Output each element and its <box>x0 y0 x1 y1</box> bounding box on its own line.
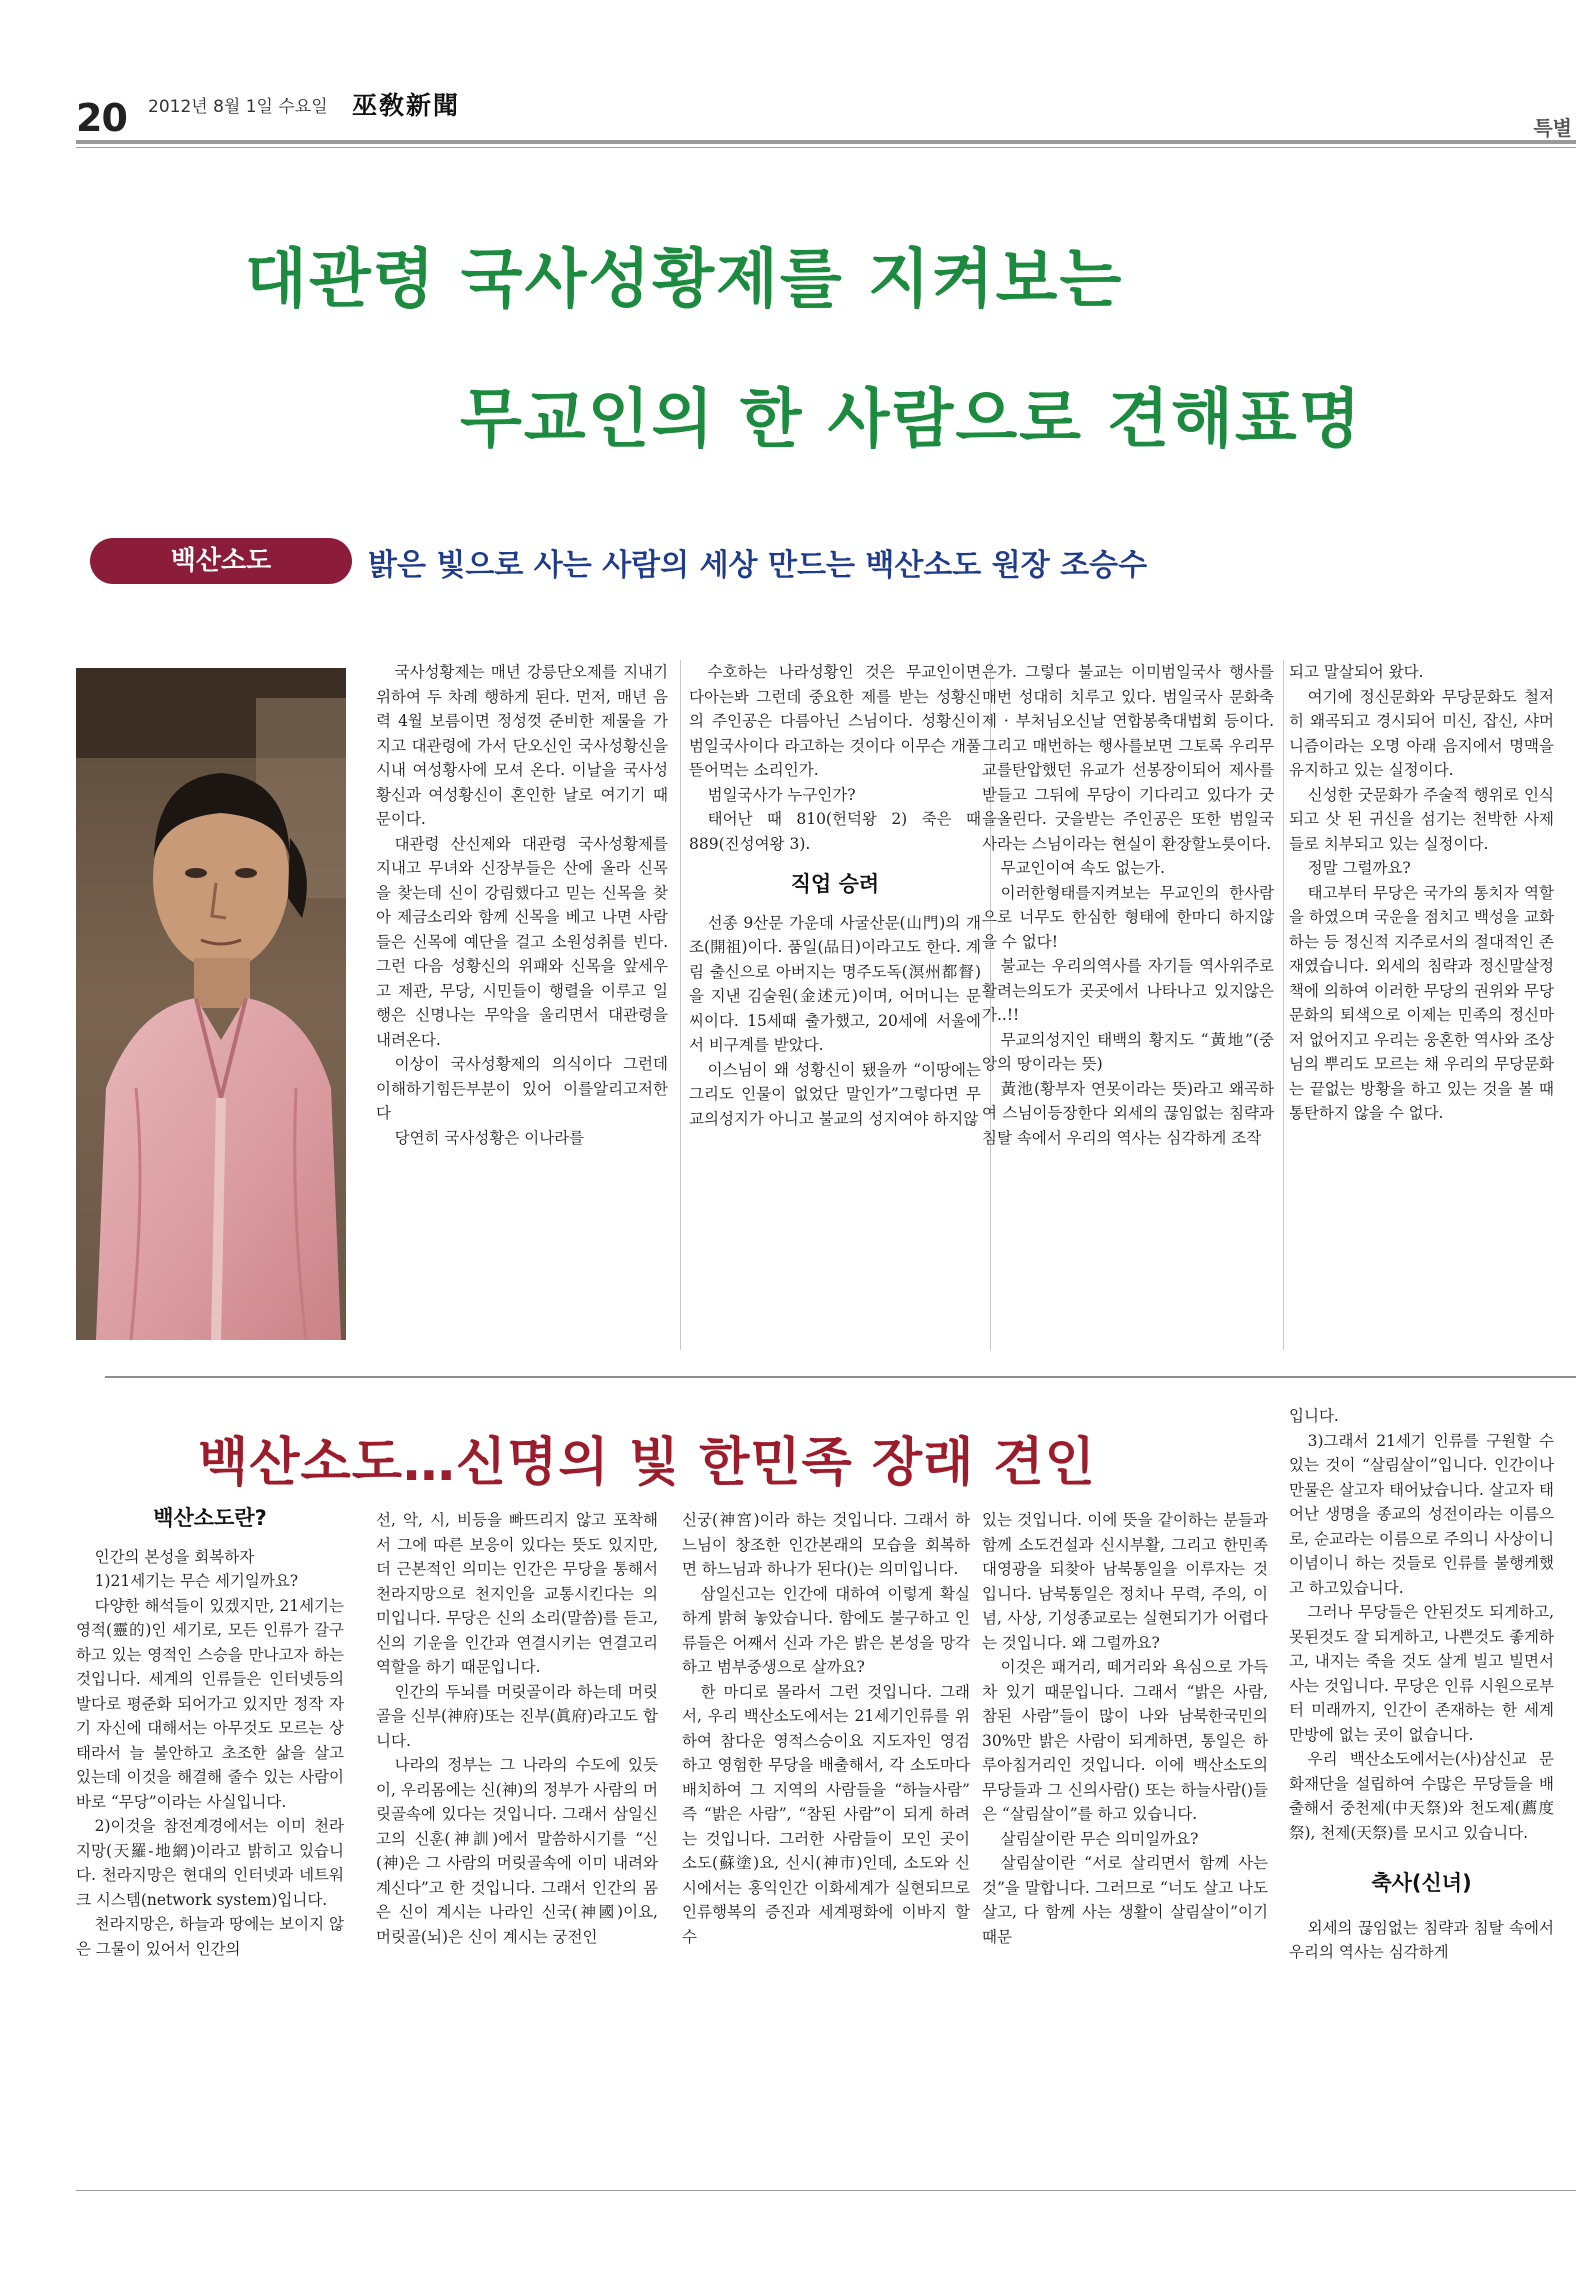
column-divider <box>680 660 681 1350</box>
article2-column-1 <box>76 1500 344 2180</box>
paragraph: 은가. 그렇다 불교는 이미범일국사 행사를 매번 성대히 치루고 있다. 범일국사 문화축제 · 부처님오신날 연합봉축대법회 등이다. 그리고 매번하는 행사를보면 그토록 우리무교를탄압했던 유교가 선봉장이되어 제사를 받들고 그뒤에 무당이 기다리고 있다가 굿을올린다. 굿을받는 주인공은 또한 범일국사라는 스님이라는 현실이 환장할노릇이다. <box>982 663 1274 853</box>
paragraph: 당연히 국사성황은 이나라를 <box>394 1128 585 1147</box>
paragraph: 이상이 국사성황제의 의식이다 그런데 이해하기힘든부분이 있어 이를알리고저한다 <box>376 1055 668 1122</box>
paragraph: 천라지망은, 하늘과 땅에는 보이지 않은 그물이 있어서 인간의 <box>76 1915 344 1958</box>
paper-name-logo: 巫敎新聞 <box>352 91 461 120</box>
paragraph: 이러한형태를지켜보는 무교인의 한사람으로 너무도 한심한 형태에 한마디 하지않을 수 없다! <box>982 883 1274 951</box>
paragraph: 있는 것입니다. 이에 뜻을 같이하는 분들과 함께 소도건설과 신시부활, 그리고 한민족 대영광을 되찾아 남북통일을 이루자는 것입니다. 남북통일은 정치나 무력, 주의, 이념, 사상, 기성종교로는 실현되기가 어렵다는 것입니다. 왜 그럴까요? <box>982 1511 1268 1652</box>
paragraph: 신궁(神宮)이라 하는 것입니다. 그래서 하느님이 창조한 인간본래의 모습을 회복하면 하느님과 하나가 된다()는 의미입니다. <box>682 1511 970 1578</box>
paragraph: 인간의 본성을 회복하자 <box>94 1547 255 1566</box>
paragraph: 선, 악, 시, 비등을 빠뜨리지 않고 포착해서 그에 따른 보응이 있다는 뜻도 있지만, 더 근본적인 의미는 인간은 무당을 통해서 천라지망으로 천지인을 교통시킨다는 의미입니다. 무당은 신의 소리(말씀)를 듣고, 신의 기운을 인간과 연결시키는 연결고리 역할을 하기 때문입니다. <box>376 1511 658 1676</box>
article2-column-3 <box>682 1508 970 2180</box>
subheading-occupation: 직업 승려 <box>790 872 880 896</box>
paragraph: 그러나 무당들은 안된것도 되게하고, 못된것도 잘 되게하고, 나쁜것도 좋게하고, 내지는 죽을 것도 살게 빌고 빌면서 사는 것입니다. 무당은 인류 시원으로부터 미래까지, 인간이 존재하는 한 세계만방에 없는 곳이 없습니다. <box>1289 1603 1554 1744</box>
paragraph: 불교는 우리의역사를 자기들 역사위주로 활려는의도가 곳곳에서 나타나고 있지않은가..!! <box>982 957 1274 1024</box>
paragraph: 입니다. <box>1289 1407 1339 1425</box>
paragraph: 살림살이란 “서로 살리면서 함께 사는 것”을 말합니다. 그러므로 “너도 살고 나도 살고, 다 함께 사는 생활이 살림살이”이기 때문 <box>982 1854 1268 1946</box>
article1-column-2 <box>689 660 981 1350</box>
issue-date: 2012년 8월 1일 수요일 <box>148 97 328 117</box>
paragraph: 2)이것을 참전계경에서는 이미 천라지망(天羅-地網)이라고 밝히고 있습니다. 천라지망은 현대의 인터넷과 네트워크 시스템(network system)입니다. <box>76 1817 344 1909</box>
paragraph: 태어난 때 810(헌덕왕 2) 죽은 때 889(진성여왕 3). <box>689 810 981 853</box>
paragraph: 무교의성지인 태백의 황지도 “黃地”(중앙의 땅이라는 뜻) <box>982 1030 1274 1073</box>
article1-column-4 <box>1289 660 1554 1350</box>
paragraph: 다양한 해석들이 있겠지만, 21세기는 영적(靈的)인 세기로, 모든 인류가 갈구하고 있는 영적인 스승을 만나고자 하는 것입니다. 세계의 인류들은 인터넷등의 발다로 평준화 되어가고 있지만 정작 자기 자신에 대해서는 아무것도 모르는 상태라서 늘 불안하고 초조한 삶을 살고 있는데 이것을 해결해 줄수 있는 사람이 바로 “무당”이라는 사실입니다. <box>76 1596 344 1811</box>
paragraph: 인간의 두뇌를 머릿골이라 하는데 머릿골을 신부(神府)또는 진부(眞府)라고도 합니다. <box>376 1682 658 1750</box>
paragraph: 여기에 정신문화와 무당문화도 철저히 왜곡되고 경시되어 미신, 잡신, 샤머니즘이라는 오명 아래 음지에서 명맥을 유지하고 있는 실정이다. <box>1289 687 1554 779</box>
headline-line-1: 대관령 국사성황제를 지켜보는 <box>245 243 1124 317</box>
paragraph: 한 마디로 몰라서 그런 것입니다. 그래서, 우리 백산소도에서는 21세기인류를 위하여 참다운 영적스승이요 지도자인 영검하고 영험한 무당을 배출해서, 각 소도마다 배치하여 그 지역의 사람들을 “하늘사람” 즉 “밝은 사람”, “참된 사람”이 되게 하려는 것입니다. 그러한 사람들이 모인 곳이 소도(蘇塗)요, 신시(神市)인데, 소도와 신시에서는 홍익인간 이화세계가 실현되므로 인류행복의 증진과 세계평화에 이바지 할 수 <box>682 1682 970 1946</box>
paragraph: 태고부터 무당은 국가의 통치자 역할을 하였으며 국운을 점치고 백성을 교화하는 등 정신적 지주로서의 절대적인 존재였습니다. 외세의 침략과 정신말살정책에 의하여 이러한 무당의 권위와 무당문화의 퇴색으로 이제는 민족의 정신마저 없어지고 우리는 웅혼한 역사와 조상님의 뿌리도 모르는 채 우리의 무당문화는 끝없는 방황을 하고 있는 것을 볼 때 통탄하지 않을 수 없다. <box>1289 883 1554 1122</box>
article2-column-4 <box>982 1508 1268 2180</box>
header-rule-thin <box>76 147 1576 148</box>
section-label: 특별 <box>1533 116 1572 140</box>
paragraph: 신성한 굿문화가 주술적 행위로 인식되고 삿 된 귀신을 섬기는 천박한 사제들로 치부되고 있는 실정이다. <box>1289 785 1554 853</box>
article2-column-2 <box>376 1508 658 2180</box>
paragraph: 살림살이란 무슨 의미일까요? <box>1000 1829 1199 1848</box>
paragraph: 이스님이 왜 성황신이 됐을까 “이땅에는 그리도 인물이 없었단 말인가”그렇다면 무교의성지가 아니고 불교의 성지여야 하지않 <box>689 1060 981 1128</box>
paragraph: 범일국사가 누구인가? <box>707 785 856 804</box>
byline-text: 밝은 빛으로 사는 사람의 세상 만드는 백산소도 원장 조승수 <box>368 548 1148 583</box>
paragraph: 선종 9산문 가운데 사굴산문(山門)의 개조(開祖)이다. 품일(品日)이라고도 한다. 계림 출신으로 아버지는 명주도독(溟州都督)을 지낸 김술원(金述元)이며, 어머니는 문씨이다. 15세때 출가했고, 20세에 서울에서 비구계를 받았다. <box>689 913 981 1054</box>
subheading-congratulations: 축사(신녀) <box>1371 1871 1472 1895</box>
paragraph: 수호하는 나라성황인 것은 무교인이면 다아는봐 그런데 중요한 제를 받는 성황신의 주인공은 다름아닌 스님이다. 성황신이 범일국사이다 라고하는 것이다 이무슨 개풀뜯어먹는 소리인가. <box>689 663 981 779</box>
paragraph: 이것은 패거리, 떼거리와 욕심으로 가득 차 있기 때문입니다. 그래서 “밝은 사람, 참된 사람”들이 많이 나와 남북한국민의 30%만 밝은 사람이 되게하면, 통일은 하루아침거리인 것입니다. 이에 백산소도의 무당들과 그 신의사람() 또는 하늘사람()들은 “살림살이”를 하고 있습니다. <box>982 1658 1268 1823</box>
author-photo <box>76 668 346 1340</box>
article1-column-1 <box>376 660 668 1350</box>
paragraph: 나라의 정부는 그 나라의 수도에 있듯이, 우리몸에는 신(神)의 정부가 사람의 머릿골속에 있다는 것입니다. 그래서 삼일신고의 신훈(神訓)에서 말씀하시기를 “신(神)은 그 사람의 머릿골속에 이미 내려와 계신다”고 한 것입니다. 그래서 인간의 몸은 신이 계시는 나라인 신국(神國)이요, 머릿골(뇌)은 신이 계시는 궁전인 <box>376 1756 658 1946</box>
column-divider <box>1283 660 1284 1350</box>
paragraph: 되고 말살되어 왔다. <box>1289 663 1424 681</box>
paragraph: 1)21세기는 무슨 세기일까요? <box>94 1572 299 1590</box>
paragraph: 정말 그럴까요? <box>1307 859 1411 877</box>
paragraph: 3)그래서 21세기 인류를 구원할 수 있는 것이 “살림살이”입니다. 인간이나 만물은 살고자 태어났습니다. 살고자 태어난 생명을 종교의 성전이라는 이름으로, 순교라는 이름으로 주의니 사상이니 이념이니 하는 것들로 인류를 불행케했고 하고있습니다. <box>1289 1431 1554 1597</box>
byline-badge: 백산소도 <box>90 538 352 584</box>
bottom-rule <box>76 2190 1576 2191</box>
subheading-about: 백산소도란? <box>153 1506 267 1530</box>
paragraph: 우리 백산소도에서는(사)삼신교 문화재단을 설립하여 수많은 무당들을 배출해서 중천제(中天祭)와 천도제(薦度祭), 천제(天祭)를 모시고 있습니다. <box>1289 1750 1554 1842</box>
paragraph: 무교인이여 속도 없는가. <box>1000 859 1166 877</box>
article1-column-3 <box>982 660 1274 1350</box>
article2-headline: 백산소도…신명의 빛 한민족 장래 견인 <box>198 1433 1096 1493</box>
header-rule <box>76 140 1576 144</box>
paragraph: 외세의 끊임없는 침략과 침탈 속에서 우리의 역사는 심각하게 <box>1289 1918 1554 1961</box>
headline-line-2: 무교인의 한 사람으로 견해표명 <box>460 383 1363 457</box>
article2-column-5 <box>1289 1404 1554 2180</box>
page-number: 20 <box>76 96 127 140</box>
paragraph: 삼일신고는 인간에 대하여 이렇게 확실하게 밝혀 놓았습니다. 함에도 불구하고 인류들은 어째서 신과 가은 밝은 본성을 망각하고 범부중생으로 살까요? <box>682 1584 970 1676</box>
paragraph: 국사성황제는 매년 강릉단오제를 지내기 위하여 두 차례 행하게 된다. 먼저, 매년 음력 4월 보름이면 정성껏 준비한 제물을 가지고 대관령에 가서 단오신인 국사성황신을 시내 여성황사에 모셔 온다. 이날을 국사성황신과 여성황신이 혼인한 날로 여기기 때문이다. <box>376 663 668 828</box>
paragraph: 대관령 산신제와 대관령 국사성황제를 지내고 무녀와 신장부들은 산에 올라 신목을 찾는데 신이 강림했다고 믿는 신목을 찾아 제금소리와 함께 신목을 베고 나면 사람들은 신목에 예단을 걸고 소원성취를 빈다. 그런 다음 성황신의 위패와 신목을 앞세우고 제관, 무당, 시민들이 행렬을 이루고 일행은 신명나는 무악을 울리면서 대관령을 내려온다. <box>376 834 668 1049</box>
author-photo-image <box>76 668 346 1340</box>
paragraph: 黃池(황부자 연못이라는 뜻)라고 왜곡하여 스님이등장한다 외세의 끊임없는 침략과 침탈 속에서 우리의 역사는 심각하게 조작 <box>982 1079 1274 1147</box>
section-divider <box>105 1376 1576 1378</box>
